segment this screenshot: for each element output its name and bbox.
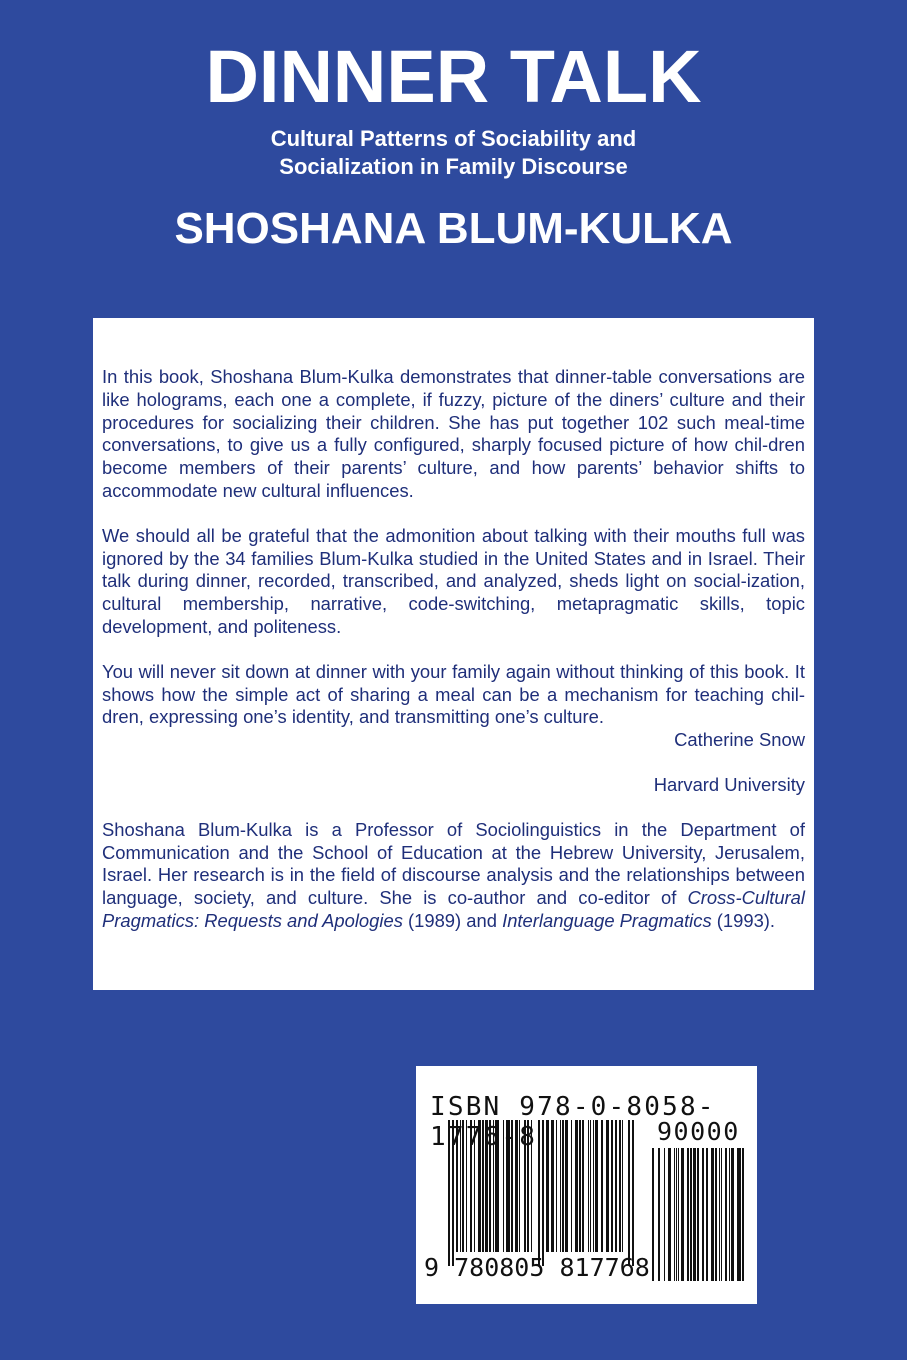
bio-book-title-2: Interlanguage Pragmatics — [502, 909, 712, 931]
blurb-paragraph-1: In this book, Shoshana Blum-Kulka demonstrates that dinner-table conversations are like holograms, each one a complete, if fuzzy, picture of the diners’ culture and their procedures for socializing their children. She has put together 102 such meal-time conversations, to give us a fully configured, sharply focused picture of how chil-dren become members of their parents’ culture, and how parents’ behavior shifts to accommodate new cultural influences. — [102, 366, 805, 501]
barcode-label — [416, 1066, 757, 1304]
barcode-bar — [729, 1148, 730, 1281]
author-name: SHOSHANA BLUM-KULKA — [174, 204, 733, 253]
barcode-bar — [664, 1148, 665, 1281]
book-subtitle — [0, 125, 907, 181]
bio-text-3: (1993). — [711, 909, 776, 931]
author-bio — [102, 819, 805, 933]
endorsement-attribution — [102, 729, 805, 797]
book-title: DINNER TALK — [205, 35, 702, 118]
barcode-bar — [658, 1148, 660, 1281]
barcode-bar — [742, 1148, 744, 1281]
barcode-bar — [681, 1148, 684, 1281]
bio-book-title-1: Cross-Cultural Pragmatics: Requests and Apologies — [102, 887, 805, 931]
subtitle-line-1: Cultural Patterns of Sociability and — [270, 126, 637, 151]
bio-text-2: (1989) and — [402, 909, 503, 931]
barcode-bar — [674, 1148, 675, 1281]
barcode-bar — [668, 1148, 671, 1281]
barcode-bar — [725, 1148, 727, 1281]
endorser-name: Catherine Snow — [674, 729, 805, 751]
barcode-bar — [706, 1148, 708, 1281]
ean-digits: 9 780805 817768 — [424, 1253, 650, 1282]
barcode-bar — [711, 1148, 714, 1281]
blurb-paragraph-3: You will never sit down at dinner with your family again without thinking of this book. It shows how the simple act of sharing a meal can be a mechanism for teaching chil-dren, expressing one’s identity, and transmitting one’s culture. — [102, 660, 805, 728]
barcode-bar — [652, 1148, 654, 1281]
subtitle-line-2: Socialization in Family Discourse — [279, 154, 628, 179]
barcode-bar — [702, 1148, 704, 1281]
description-text — [102, 366, 805, 955]
barcode-bar — [676, 1148, 677, 1281]
barcode-bar — [678, 1148, 679, 1281]
blurb-paragraph-2: We should all be grateful that the admonition about talking with their mouths full was ignored by the 34 families Blum-Kulka studied in the United States and in Israel. Their talk during dinner, recorded, transcribed, and analyzed, sheds light on social-ization, cultural membership, narrative, code-switching, metapragmatic skills, topic development, and politeness. — [102, 524, 805, 637]
barcode-bar — [731, 1148, 734, 1281]
barcode-bar — [690, 1148, 692, 1281]
isbn-number: ISBN 978-0-8058-1776-8 — [430, 1092, 716, 1152]
price-code: 90000 — [657, 1117, 740, 1146]
barcode-bar — [697, 1148, 699, 1281]
endorser-affiliation: Harvard University — [653, 773, 805, 795]
barcode-bar — [693, 1148, 696, 1281]
barcode-bar — [721, 1148, 722, 1281]
barcode-bar — [719, 1148, 720, 1281]
bio-text-1: Shoshana Blum-Kulka is a Professor of Sociolinguistics in the Department of Communication and the School of Education at the Hebrew University, Jerusalem, Israel. Her research is in the field of discourse analysis and the relationships between language, society, and culture. She is co-author and co-editor of — [102, 818, 805, 909]
barcode-bar — [715, 1148, 717, 1281]
barcode-bar — [737, 1148, 741, 1281]
barcode-bar — [687, 1148, 689, 1281]
description-panel — [93, 318, 814, 990]
